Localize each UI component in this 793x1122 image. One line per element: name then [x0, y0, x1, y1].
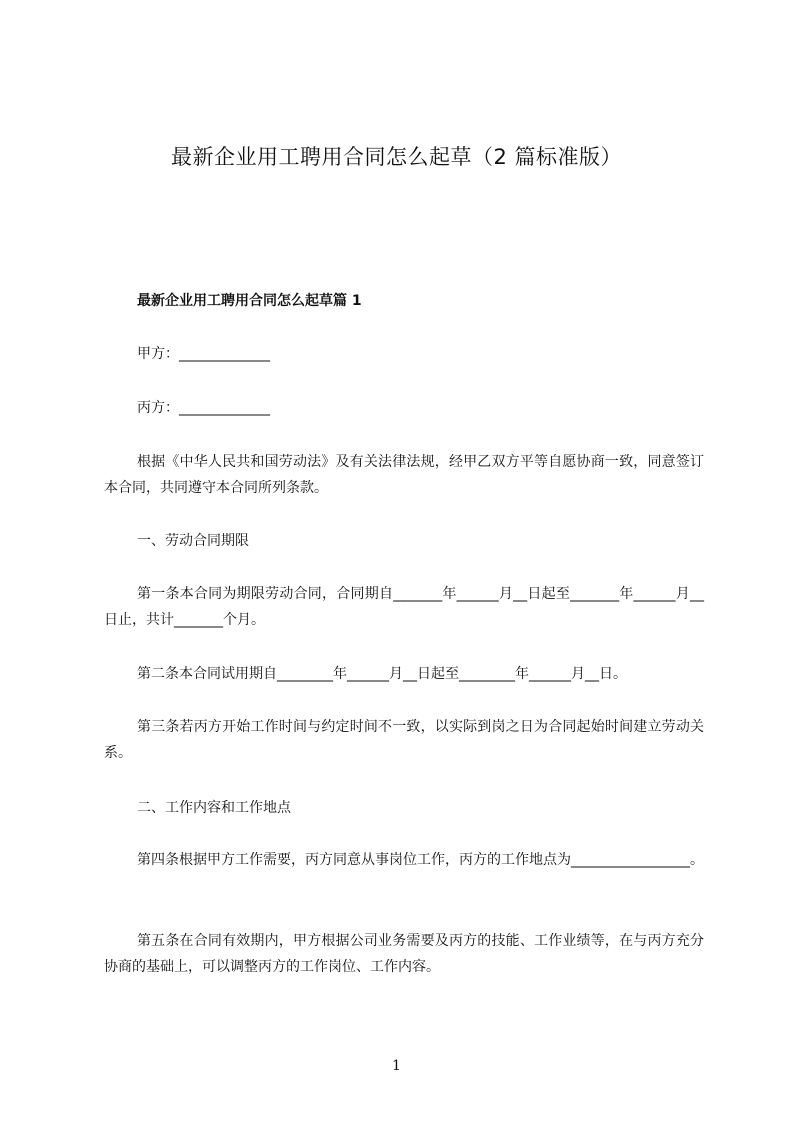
article-1-paragraph: 第一条本合同为期限劳动合同，合同期自_______年______月__日起至_______年______月__日止，共计_______个月。 — [104, 586, 704, 628]
party-a-line: 甲方：_____________ — [137, 346, 270, 362]
article-3-paragraph: 第三条若丙方开始工作时间与约定时间不一致，以实际到岗之日为合同起始时间建立劳动关系。 — [104, 719, 704, 761]
article-2-paragraph: 第二条本合同试用期自________年______月__日起至________年______月__日。 — [137, 666, 627, 682]
article-5-paragraph: 第五条在合同有效期内，甲方根据公司业务需要及丙方的技能、工作业绩等，在与丙方充分协商的基础上，可以调整丙方的工作岗位、工作内容。 — [104, 933, 704, 975]
heading-work-content: 二、工作内容和工作地点 — [137, 800, 291, 816]
party-c-line: 丙方：_____________ — [137, 400, 270, 416]
section-heading: 最新企业用工聘用合同怎么起草篇 1 — [137, 293, 362, 309]
heading-contract-term: 一、劳动合同期限 — [137, 533, 249, 549]
page-number: 1 — [392, 1058, 401, 1074]
document-title: 最新企业用工聘用合同怎么起草（2 篇标准版） — [170, 145, 623, 169]
preamble-paragraph: 根据《中华人民共和国劳动法》及有关法律法规，经甲乙双方平等自愿协商一致，同意签订本合同，共同遵守本合同所列条款。 — [104, 454, 704, 496]
article-4-paragraph: 第四条根据甲方工作需要，丙方同意从事岗位工作，丙方的工作地点为_________________。 — [137, 852, 704, 868]
